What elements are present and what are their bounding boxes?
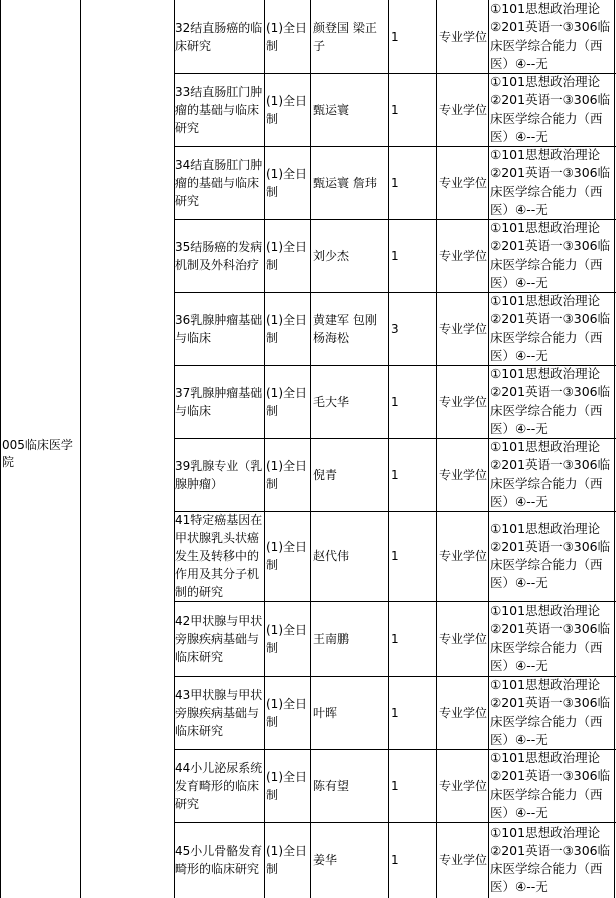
enrollment-count-text: 1 <box>391 778 399 793</box>
enrollment-count-text: 3 <box>391 321 399 336</box>
research-direction <box>175 1 263 72</box>
research-direction-text: 35结肠癌的发病机制及外科治疗 <box>175 239 263 272</box>
study-mode-text: (1)全日制 <box>266 696 307 729</box>
research-direction-text: 36乳腺肿瘤基础与临床 <box>175 312 263 345</box>
enrollment-count <box>391 74 435 145</box>
research-direction <box>175 147 263 218</box>
exam-subjects-text: ①101思想政治理论②201英语一③306临床医学综合能力（西医）④--无 <box>490 147 611 217</box>
exam-subjects <box>490 366 614 437</box>
study-mode <box>266 147 308 218</box>
degree-type-text: 专业学位 <box>439 248 488 263</box>
enrollment-count-text: 1 <box>391 102 399 117</box>
supervisor-names <box>313 823 387 897</box>
enrollment-count <box>391 823 435 897</box>
degree-type-text: 专业学位 <box>439 549 488 563</box>
study-mode <box>266 293 308 364</box>
study-mode <box>266 220 308 291</box>
exam-subjects <box>490 439 614 510</box>
exam-subjects <box>490 823 614 897</box>
research-direction-text: 33结直肠肛门肿瘤的基础与临床研究 <box>175 84 263 135</box>
degree-type-text: 专业学位 <box>439 102 488 117</box>
enrollment-count <box>391 439 435 510</box>
study-mode <box>266 74 308 145</box>
supervisor-names-text: 陈有望 <box>313 778 350 793</box>
supervisor-names-text: 叶晖 <box>313 705 338 720</box>
study-mode-text: (1)全日制 <box>266 458 307 491</box>
study-mode <box>266 439 308 510</box>
research-direction <box>175 823 263 897</box>
enrollment-count-text: 1 <box>391 853 399 867</box>
supervisor-names <box>313 439 387 510</box>
degree-type <box>439 677 489 748</box>
exam-subjects <box>490 512 614 600</box>
degree-type <box>439 147 489 218</box>
supervisor-names-text: 颜登国 梁正子 <box>313 20 377 53</box>
enrollment-count-text: 1 <box>391 467 399 482</box>
enrollment-count <box>391 220 435 291</box>
research-direction <box>175 750 263 821</box>
enrollment-count <box>391 366 435 437</box>
supervisor-names-text: 姜华 <box>313 853 338 867</box>
study-mode-text: (1)全日制 <box>266 622 307 655</box>
research-direction-text: 41特定癌基因在甲状腺乳头状癌发生及转移中的作用及其分子机制的研究 <box>175 513 263 599</box>
enrollment-count <box>391 512 435 600</box>
exam-subjects-text: ①101思想政治理论②201英语一③306临床医学综合能力（西医）④--无 <box>490 220 611 290</box>
supervisor-names-text: 黄建军 包刚 杨海松 <box>313 312 377 345</box>
enrollment-count <box>391 293 435 364</box>
exam-subjects <box>490 602 614 675</box>
study-mode-text: (1)全日制 <box>266 540 307 572</box>
supervisor-names <box>313 512 387 600</box>
study-mode-text: (1)全日制 <box>266 239 307 272</box>
enrollment-count <box>391 1 435 72</box>
research-direction-text: 32结直肠癌的临床研究 <box>175 20 263 53</box>
degree-type <box>439 823 489 897</box>
table-border-right <box>614 0 615 898</box>
exam-subjects <box>490 220 614 291</box>
supervisor-names-text: 刘少杰 <box>313 248 350 263</box>
supervisor-names-text: 毛大华 <box>313 394 350 409</box>
degree-type <box>439 512 489 600</box>
exam-subjects-text: ①101思想政治理论②201英语一③306临床医学综合能力（西医）④--无 <box>490 74 611 144</box>
study-mode <box>266 823 308 897</box>
enrollment-count-text: 1 <box>391 29 399 44</box>
exam-subjects <box>490 293 614 364</box>
research-direction <box>175 74 263 145</box>
exam-subjects-text: ①101思想政治理论②201英语一③306临床医学综合能力（西医）④--无 <box>490 677 611 747</box>
degree-type-text: 专业学位 <box>439 467 488 482</box>
research-direction <box>175 439 263 510</box>
research-direction-text: 44小儿泌尿系统发育畸形的临床研究 <box>175 760 263 811</box>
degree-type <box>439 74 489 145</box>
research-direction <box>175 366 263 437</box>
research-direction <box>175 293 263 364</box>
table-border-left <box>0 0 1 898</box>
research-direction-text: 34结直肠肛门肿瘤的基础与临床研究 <box>175 157 263 208</box>
column-divider <box>436 0 437 898</box>
supervisor-names-text: 甄运寰 <box>313 102 350 117</box>
enrollment-count-text: 1 <box>391 248 399 263</box>
supervisor-names <box>313 1 387 72</box>
exam-subjects-text: ①101思想政治理论②201英语一③306临床医学综合能力（西医）④--无 <box>490 603 611 673</box>
research-direction <box>175 677 263 748</box>
supervisor-names <box>313 74 387 145</box>
enrollment-count-text: 1 <box>391 175 399 190</box>
degree-type <box>439 602 489 675</box>
enrollment-count <box>391 750 435 821</box>
supervisor-names <box>313 602 387 675</box>
study-mode-text: (1)全日制 <box>266 844 307 876</box>
enrollment-count <box>391 602 435 675</box>
degree-type-text: 专业学位 <box>439 321 488 336</box>
supervisor-names <box>313 293 387 364</box>
exam-subjects-text: ①101思想政治理论②201英语一③306临床医学综合能力（西医）④--无 <box>490 1 611 71</box>
exam-subjects-text: ①101思想政治理论②201英语一③306临床医学综合能力（西医）④--无 <box>490 520 611 591</box>
degree-type <box>439 220 489 291</box>
study-mode-text: (1)全日制 <box>266 166 307 199</box>
study-mode-text: (1)全日制 <box>266 385 307 418</box>
column-divider <box>388 0 389 898</box>
enrollment-count-text: 1 <box>391 705 399 720</box>
supervisor-names-text: 甄运寰 詹玮 <box>313 175 377 190</box>
exam-subjects <box>490 147 614 218</box>
exam-subjects-text: ①101思想政治理论②201英语一③306临床医学综合能力（西医）④--无 <box>490 750 611 820</box>
study-mode-text: (1)全日制 <box>266 312 307 345</box>
study-mode <box>266 602 308 675</box>
degree-type <box>439 1 489 72</box>
degree-type-text: 专业学位 <box>439 631 488 646</box>
degree-type <box>439 366 489 437</box>
research-direction <box>175 512 263 600</box>
study-mode-text: (1)全日制 <box>266 93 307 126</box>
degree-type-text: 专业学位 <box>439 394 488 409</box>
exam-subjects-text: ①101思想政治理论②201英语一③306临床医学综合能力（西医）④--无 <box>490 439 611 509</box>
study-mode <box>266 677 308 748</box>
research-direction-text: 42甲状腺与甲状旁腺疾病基础与临床研究 <box>175 613 263 664</box>
supervisor-names <box>313 750 387 821</box>
research-direction-text: 39乳腺专业（乳腺肿瘤） <box>175 458 263 491</box>
exam-subjects-text: ①101思想政治理论②201英语一③306临床医学综合能力（西医）④--无 <box>490 366 611 436</box>
enrollment-count-text: 1 <box>391 631 399 646</box>
research-direction <box>175 220 263 291</box>
exam-subjects <box>490 750 614 821</box>
research-direction-text: 43甲状腺与甲状旁腺疾病基础与临床研究 <box>175 687 263 738</box>
enrollment-count-text: 1 <box>391 394 399 409</box>
supervisor-names-text: 倪青 <box>313 467 338 482</box>
column-divider <box>310 0 311 898</box>
department-name: 005临床医学院 <box>2 438 73 469</box>
degree-type <box>439 293 489 364</box>
enrollment-count <box>391 677 435 748</box>
exam-subjects-text: ①101思想政治理论②201英语一③306临床医学综合能力（西医）④--无 <box>490 293 611 363</box>
research-direction-text: 45小儿骨骼发育畸形的临床研究 <box>175 844 263 876</box>
exam-subjects <box>490 1 614 72</box>
supervisor-names <box>313 220 387 291</box>
exam-subjects <box>490 677 614 748</box>
degree-type <box>439 439 489 510</box>
study-mode <box>266 1 308 72</box>
column-divider <box>80 0 81 898</box>
study-mode <box>266 512 308 600</box>
degree-type-text: 专业学位 <box>439 778 488 793</box>
study-mode-text: (1)全日制 <box>266 20 307 53</box>
column-divider <box>264 0 265 898</box>
degree-type-text: 专业学位 <box>439 853 488 867</box>
degree-type-text: 专业学位 <box>439 705 488 720</box>
supervisor-names <box>313 147 387 218</box>
research-direction <box>175 602 263 675</box>
study-mode <box>266 750 308 821</box>
study-mode <box>266 366 308 437</box>
study-mode-text: (1)全日制 <box>266 769 307 802</box>
degree-type <box>439 750 489 821</box>
supervisor-names-text: 王南鹏 <box>313 631 350 646</box>
research-direction-text: 37乳腺肿瘤基础与临床 <box>175 385 263 418</box>
exam-subjects-text: ①101思想政治理论②201英语一③306临床医学综合能力（西医）④--无 <box>490 824 611 895</box>
supervisor-names-text: 赵代伟 <box>313 549 350 563</box>
enrollment-count <box>391 147 435 218</box>
exam-subjects <box>490 74 614 145</box>
supervisor-names <box>313 677 387 748</box>
supervisor-names <box>313 366 387 437</box>
degree-type-text: 专业学位 <box>439 29 488 44</box>
enrollment-count-text: 1 <box>391 549 399 563</box>
degree-type-text: 专业学位 <box>439 175 488 190</box>
